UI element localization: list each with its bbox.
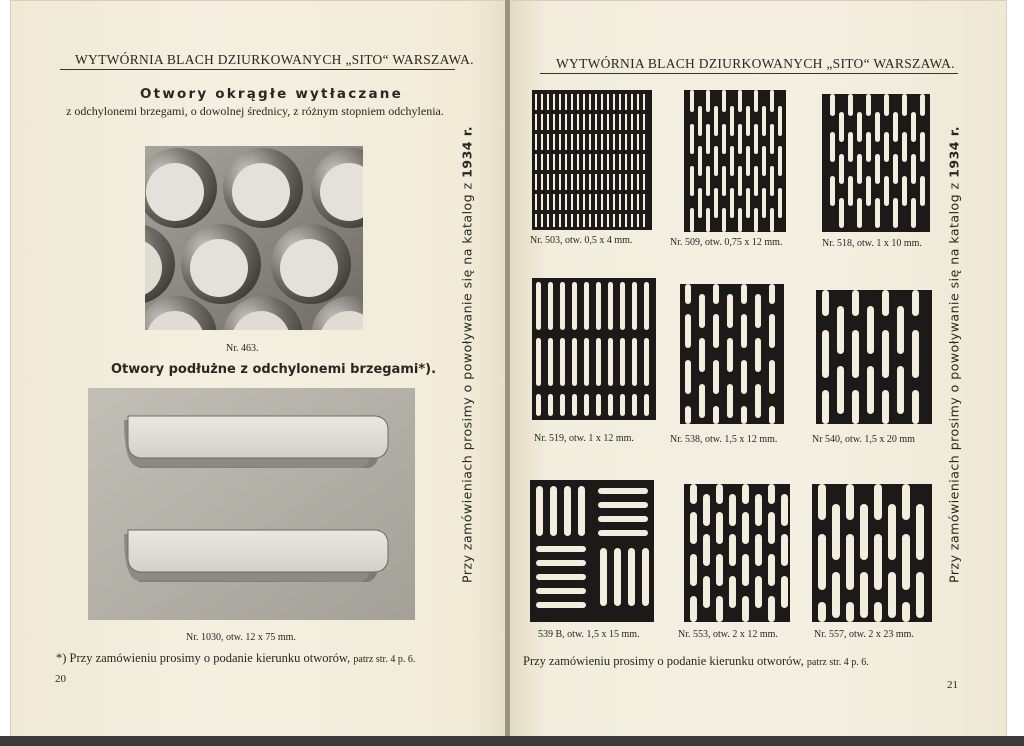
scan-bottom-edge — [0, 736, 1024, 746]
left-page-header: WYTWÓRNIA BLACH DZIURKOWANYCH „SITO“ WARSZAWA. — [75, 52, 474, 67]
caption-nr-553: Nr. 553, otw. 2 x 12 mm. — [678, 629, 778, 640]
caption-nr-463: Nr. 463. — [226, 343, 259, 354]
right-vertical-year: 1934 r. — [946, 126, 962, 178]
pattern-nr-509 — [684, 90, 786, 232]
caption-nr-539b: 539 B, otw. 1,5 x 15 mm. — [538, 629, 640, 640]
right-page-number: 21 — [947, 679, 958, 691]
right-footnote — [523, 654, 869, 669]
pattern-nr-503 — [532, 90, 652, 230]
section1-description: z odchylonemi brzegami, o dowolnej średnicy, z różnym stopniem odchylenia. — [66, 104, 444, 118]
right-vertical-main: Przy zamówieniach prosimy o powoływanie się na katalog z — [946, 182, 962, 583]
left-footnote — [56, 651, 415, 666]
left-vertical-main: Przy zamówieniach prosimy o powoływanie się na katalog z — [459, 182, 475, 583]
left-vertical-note — [460, 95, 475, 615]
book-spine — [505, 0, 510, 738]
left-footnote-ref: patrz str. 4 p. 6. — [353, 654, 416, 665]
right-footnote-main: Przy zamówieniu prosimy o podanie kierunku otworów, — [523, 654, 804, 668]
caption-nr-538: Nr. 538, otw. 1,5 x 12 mm. — [670, 434, 778, 445]
section1-title: Otwory okrągłe wytłaczane — [140, 86, 403, 102]
right-page-header: WYTWÓRNIA BLACH DZIURKOWANYCH „SITO“ WARSZAWA. — [556, 56, 955, 71]
pattern-nr-540 — [816, 290, 932, 424]
left-vertical-year: 1934 r. — [459, 126, 475, 178]
section2-title: Otwory podłużne z odchylonemi brzegami*). — [111, 362, 437, 377]
caption-nr-557: Nr. 557, otw. 2 x 23 mm. — [814, 629, 914, 640]
right-vertical-note — [947, 95, 962, 615]
embossed-round-holes-image — [145, 146, 363, 330]
pattern-nr-538 — [680, 284, 784, 424]
caption-nr-503: Nr. 503, otw. 0,5 x 4 mm. — [530, 235, 633, 246]
pattern-nr-519 — [532, 278, 656, 420]
caption-nr-518: Nr. 518, otw. 1 x 10 mm. — [822, 238, 922, 249]
pattern-nr-518 — [822, 94, 930, 232]
elongated-slots-image — [88, 388, 415, 620]
pattern-nr-539b — [530, 480, 654, 622]
left-header-rule — [60, 69, 455, 70]
caption-nr-519: Nr. 519, otw. 1 x 12 mm. — [534, 433, 634, 444]
caption-nr-1030: Nr. 1030, otw. 12 x 75 mm. — [186, 632, 296, 643]
right-header-rule — [540, 73, 958, 74]
pattern-nr-553 — [684, 484, 790, 622]
pattern-nr-557 — [812, 484, 932, 622]
caption-nr-509: Nr. 509, otw. 0,75 x 12 mm. — [670, 237, 783, 248]
photo-nr-463 — [145, 146, 363, 330]
left-page-number: 20 — [55, 673, 66, 685]
left-footnote-main: *) Przy zamówieniu prosimy o podanie kierunku otworów, — [56, 651, 351, 665]
photo-nr-1030 — [88, 388, 415, 620]
caption-nr-540: Nr 540, otw. 1,5 x 20 mm — [812, 434, 915, 445]
right-footnote-ref: patrz str. 4 p. 6. — [806, 657, 869, 668]
